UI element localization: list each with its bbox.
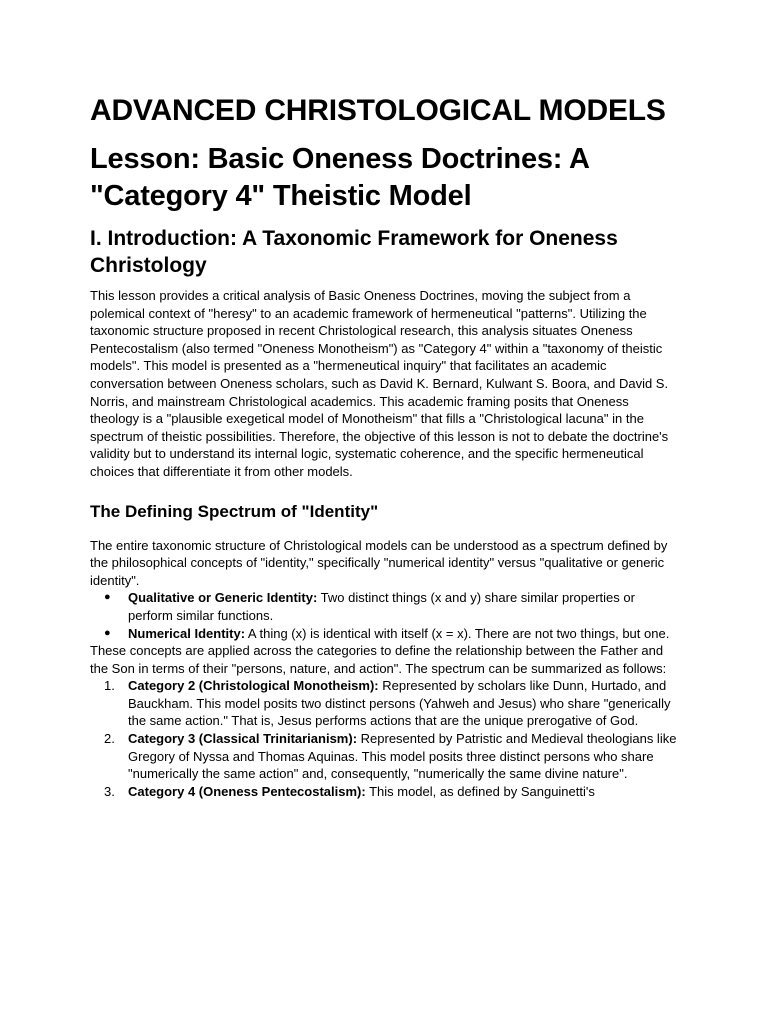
- list-item: [90, 730, 680, 783]
- number-marker: 3.: [104, 783, 115, 799]
- list-item: [90, 783, 680, 801]
- concepts-paragraph: These concepts are applied across the categories to define the relationship between the Father and the Son in terms of their "persons, nature, and action". The spectrum can be summarized as follows:: [90, 643, 667, 676]
- bullet-text: Two distinct things (x and y) share similar properties or perform similar functions.: [128, 590, 635, 623]
- category-text: This model, as defined by Sanguinetti's: [365, 783, 595, 799]
- list-item: [90, 677, 680, 730]
- document-page: [90, 93, 680, 800]
- category-term: Category 2 (Christological Monotheism):: [128, 678, 379, 694]
- bullet-text: A thing (x) is identical with itself (x = x). There are not two things, but one.: [245, 625, 670, 641]
- category-numbered-list: [90, 677, 680, 800]
- number-marker: 2.: [104, 731, 115, 747]
- section-heading: I. Introduction: A Taxonomic Framework for Oneness Christology: [90, 227, 618, 277]
- bullet-marker: ●: [104, 626, 111, 639]
- bullet-term: Qualitative or Generic Identity:: [128, 590, 318, 606]
- intro-paragraph: This lesson provides a critical analysis of Basic Oneness Doctrines, moving the subject from a polemical context of "heresy" to an academic framework of hermeneutical "patterns". Utilizing the taxonomic structure proposed in recent Christological research, this analysis situates Oneness Pentecostalism (also termed "Oneness Monotheism") as "Category 4" within a "taxonomy of theistic models". This model is presented as a "hermeneutical inquiry" that facilitates an academic conversation between Oneness scholars, such as David K. Bernard, Kulwant S. Boora, and David S. Norris, and mainstream Christological academics. This academic framing posits that Oneness theology is a "plausible exegetical model of Monotheism" that fills a "Christological lacuna" in the spectrum of theistic possibilities. Therefore, the objective of this lesson is not to debate the doctrine's validity but to understand its internal logic, systematic coherence, and the specific hermeneutical choices that differentiate it from other models.: [90, 288, 669, 479]
- number-marker: 1.: [104, 678, 115, 694]
- list-item: [90, 625, 680, 643]
- document-title: ADVANCED CHRISTOLOGICAL MODELS: [90, 94, 666, 127]
- category-term: Category 4 (Oneness Pentecostalism):: [128, 783, 366, 799]
- lesson-title: Lesson: Basic Oneness Doctrines: A "Category 4" Theistic Model: [90, 143, 589, 212]
- list-item: [90, 589, 680, 624]
- bullet-term: Numerical Identity:: [128, 625, 246, 641]
- category-term: Category 3 (Classical Trinitarianism):: [128, 731, 358, 747]
- spectrum-paragraph: The entire taxonomic structure of Christological models can be understood as a spectrum defined by the philosophical concepts of "identity," specifically "numerical identity" versus "qualitative or generic identity".: [90, 537, 668, 588]
- category-text: Represented by Patristic and Medieval theologians like Gregory of Nyssa and Thomas Aquinas. This model posits three distinct persons who share "numerically the same action" and, consequently, "numerically the same divine nature".: [128, 731, 677, 782]
- subheading: The Defining Spectrum of "Identity": [90, 501, 379, 521]
- bullet-marker: ●: [104, 591, 111, 604]
- identity-bullet-list: [90, 589, 680, 642]
- category-text: Represented by scholars like Dunn, Hurtado, and Bauckham. This model posits two distinct persons (Yahweh and Jesus) who share "generically the same action." That is, Jesus performs actions that are the unique prerogative of God.: [128, 678, 671, 729]
